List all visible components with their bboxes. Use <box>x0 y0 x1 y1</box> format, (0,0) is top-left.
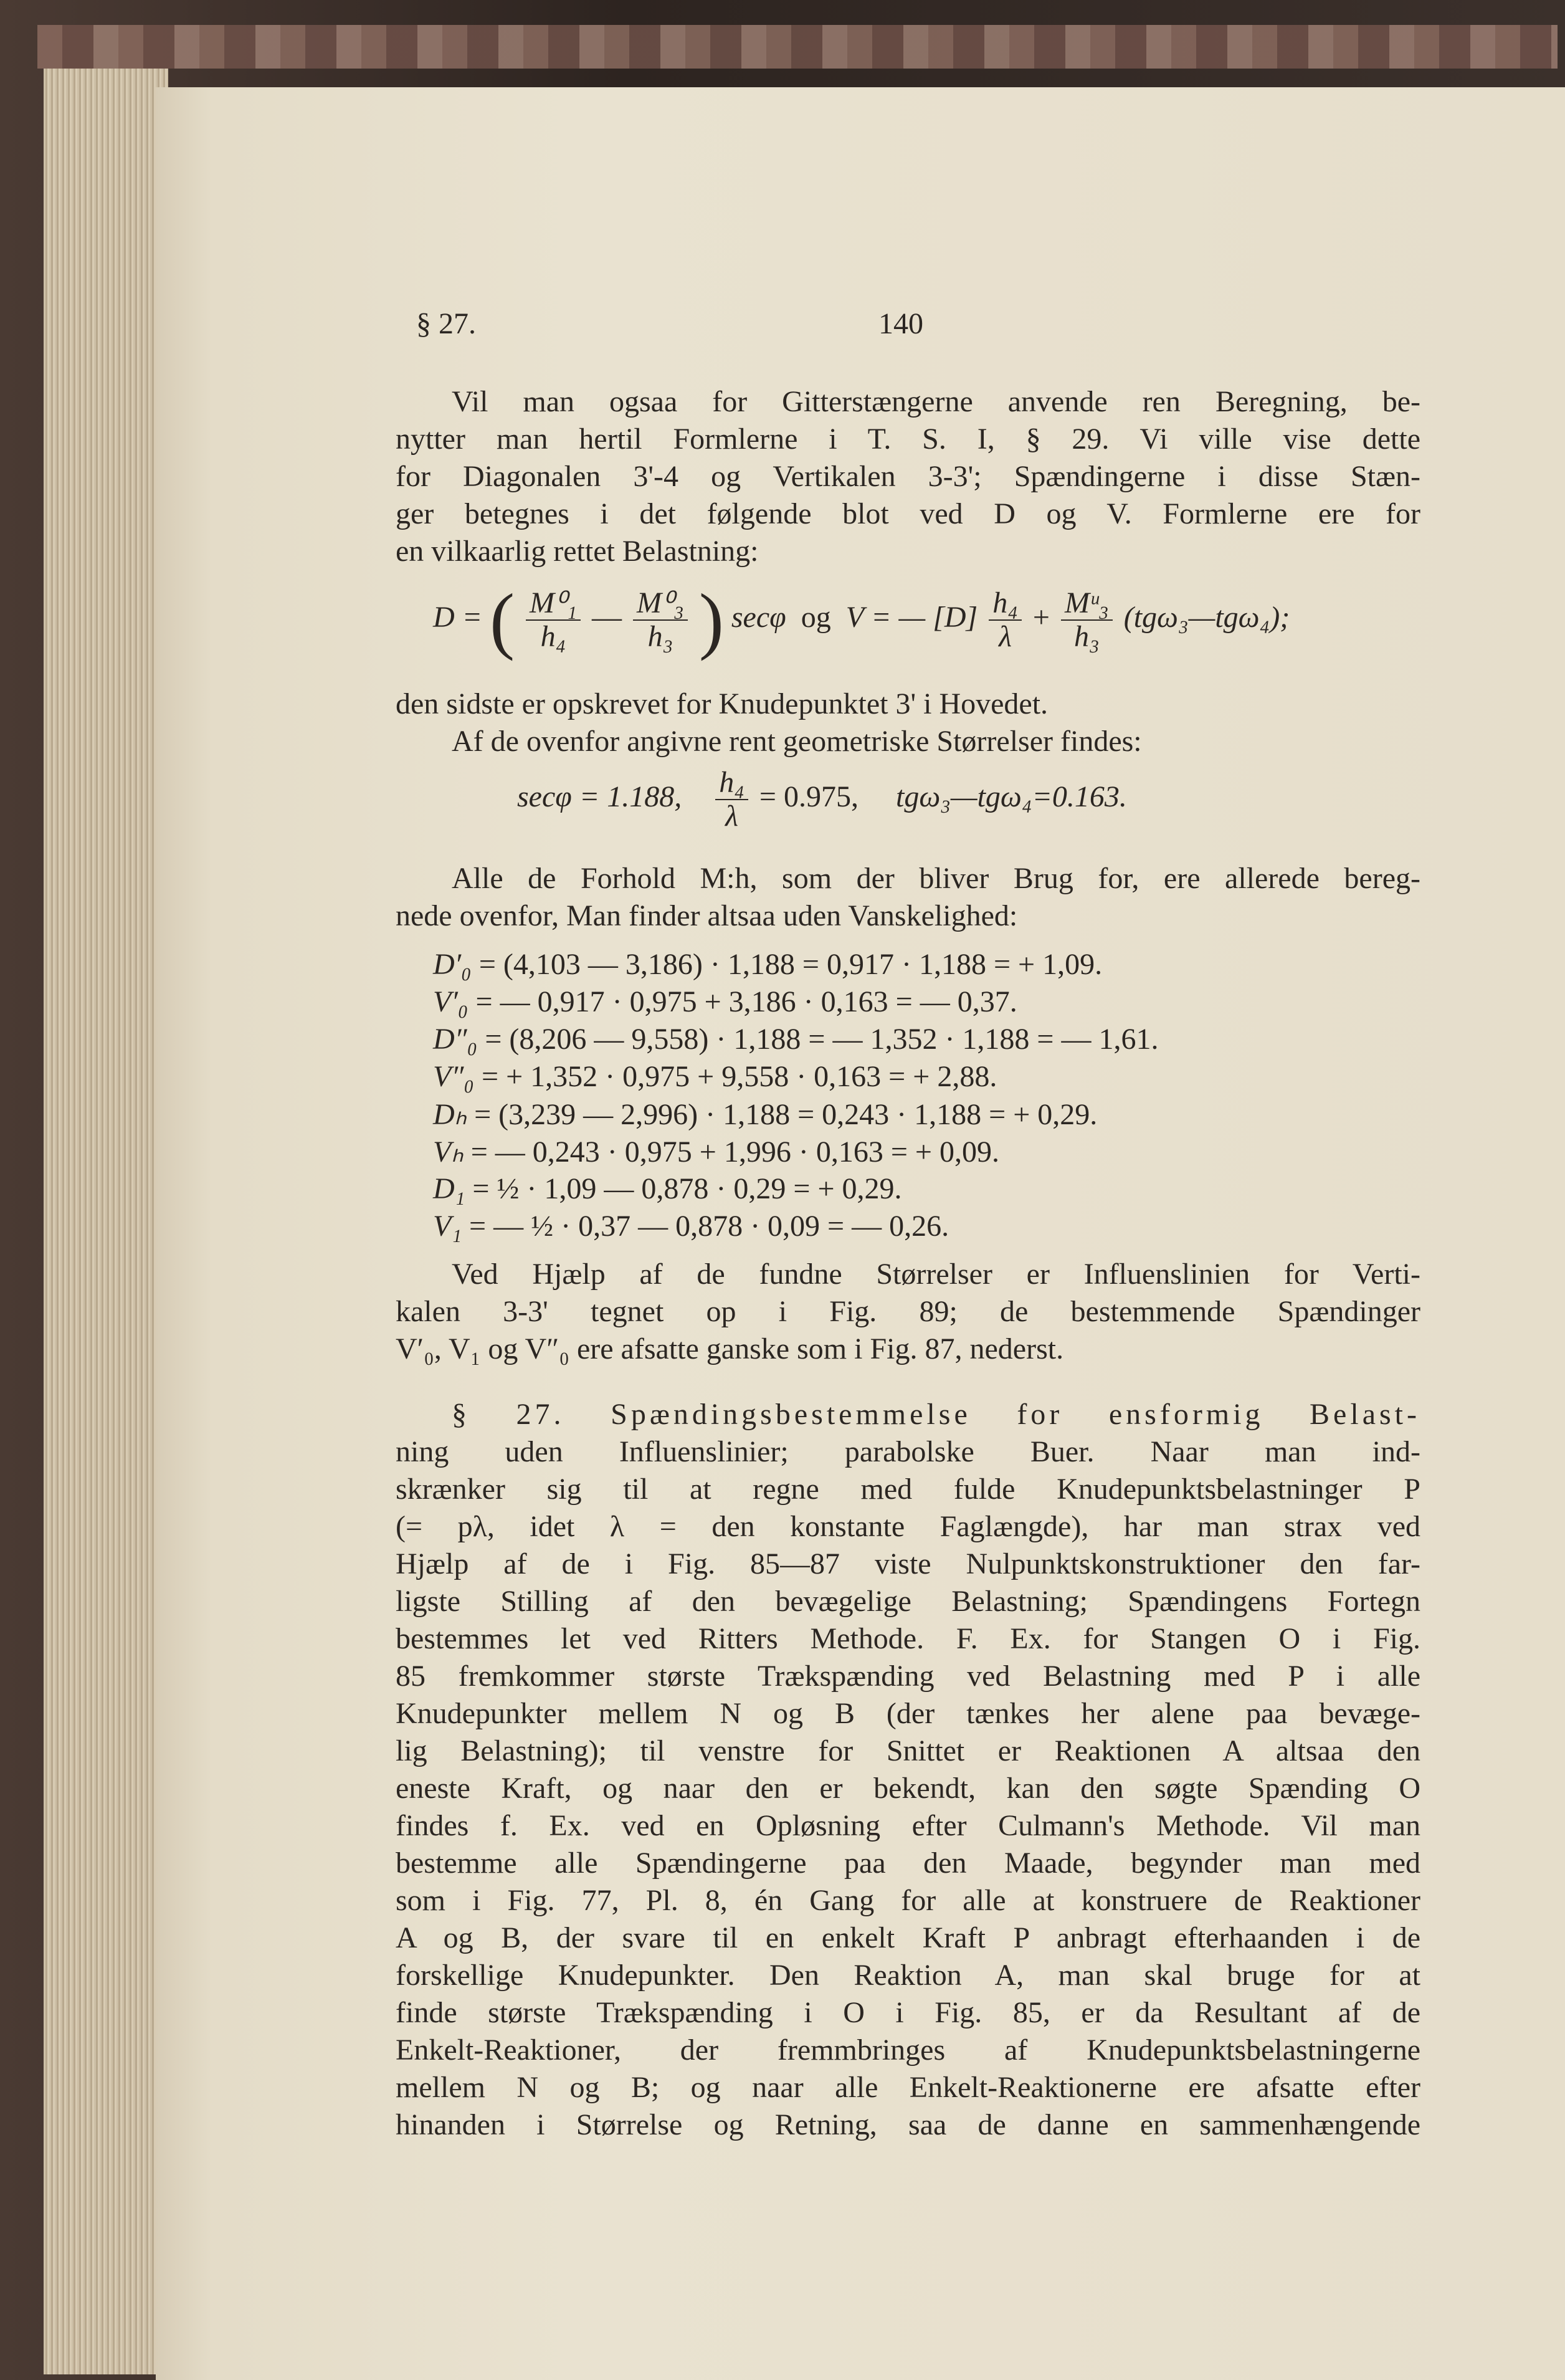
text-line: nytter man hertil Formlerne i T. S. I, § 29. Vi ville vise dette <box>396 423 1420 456</box>
paren-close: ) <box>698 578 724 661</box>
text-line: kalen 3-3' tegnet op i Fig. 89; de bestemmende Spændinger <box>396 1295 1420 1328</box>
paren-open: ( <box>490 578 515 661</box>
computation-row: Dₕ = (3,239 — 2,996) · 1,188 = 0,243 · 1,188 = + 0,29. <box>433 1098 1098 1131</box>
text-line: bestemmes let ved Ritters Methode. F. Ex. for Stangen O i Fig. <box>396 1622 1420 1655</box>
fraction-h4-lambda: $\frac{\text{h₄}}{\lambda}$ <box>989 587 1022 653</box>
text-line: bestemme alle Spændingerne paa den Maade, begynder man med <box>396 1847 1420 1880</box>
text-line: 85 fremkommer største Trækspænding ved Belastning med P i alle <box>396 1660 1420 1693</box>
computation-row: V₁ = — ½ · 0,37 — 0,878 · 0,09 = — 0,26. <box>433 1210 949 1243</box>
text-line: som i Fig. 77, Pl. 8, én Gang for alle at konstruere de Reaktioner <box>396 1884 1420 1917</box>
text-line: Ved Hjælp af de fundne Størrelser er Influenslinien for Verti- <box>452 1258 1420 1291</box>
text-line: ning uden Influenslinier; parabolske Buer. Naar man ind- <box>396 1435 1420 1468</box>
book-spine-top <box>37 25 1558 69</box>
text-line: Af de ovenfor angivne rent geometriske Størrelser findes: <box>452 725 1142 758</box>
computation-row: D′₀ = (4,103 — 3,186) · 1,188 = 0,917 · 1,188 = + 1,09. <box>433 948 1103 981</box>
text-line: den sidste er opskrevet for Knudepunktet 3' i Hovedet. <box>396 687 1049 720</box>
formula-d-lhs: D = <box>433 601 483 634</box>
text-line: for Diagonalen 3'-4 og Vertikalen 3-3'; Spændingerne i disse Stæn- <box>396 460 1420 493</box>
text-line: ligste Stilling af den bevægelige Belastning; Spændingens Fortegn <box>396 1585 1420 1618</box>
computation-row: D₁ = ½ · 1,09 — 0,878 · 0,29 = + 0,29. <box>433 1172 902 1205</box>
fraction-mu3-h3: $\frac{\text{Mᵘ₃}}{\text{h₃}}$ <box>1061 587 1113 653</box>
text-line: hinanden i Størrelse og Retning, saa de danne en sammenhængende <box>396 2108 1420 2141</box>
text-line: V′₀, V₁ og V″₀ ere afsatte ganske som i Fig. 87, nederst. <box>396 1332 1064 1365</box>
text-line: lig Belastning); til venstre for Snittet er Reaktionen A altsaa den <box>396 1734 1420 1767</box>
text-line: skrænker sig til at regne med fulde Knudepunktsbelastninger P <box>396 1473 1420 1506</box>
fraction-m1-h4: $\frac{\text{M⁰₁}}{\text{h₄}}$ <box>526 587 581 653</box>
text-line: ger betegnes i det følgende blot ved D og V. Formlerne ere for <box>396 497 1420 530</box>
computation-row: V′₀ = — 0,917 · 0,975 + 3,186 · 0,163 = — 0,37. <box>433 985 1017 1018</box>
text-line: Enkelt-Reaktioner, der fremmbringes af Knudepunktsbelastningerne <box>396 2034 1420 2067</box>
fraction-m3-h3: $\frac{\text{M⁰₃}}{\text{h₃}}$ <box>633 587 688 653</box>
text-line: mellem N og B; og naar alle Enkelt-Reaktionerne ere afsatte efter <box>396 2071 1420 2104</box>
text-line: forskellige Knudepunkter. Den Reaktion A, man skal bruge for at <box>396 1959 1420 1992</box>
formula-values: secφ = 1.188, $\frac{\text{h₄}}{\lambda}$ = 0.975, tgω₃—tgω₄=0.163. <box>517 766 1127 833</box>
computation-row: D″₀ = (8,206 — 9,558) · 1,188 = — 1,352 · 1,188 = — 1,61. <box>433 1023 1159 1056</box>
computation-row: Vₕ = — 0,243 · 0,975 + 1,996 · 0,163 = + 0,09. <box>433 1135 999 1168</box>
text-line: Alle de Forhold M:h, som der bliver Brug for, ere allerede bereg- <box>452 862 1420 895</box>
text-line: nede ovenfor, Man finder altsaa uden Vanskelighed: <box>396 899 1018 932</box>
text-line: findes f. Ex. ved en Opløsning efter Culmann's Methode. Vil man <box>396 1809 1420 1842</box>
text-line: en vilkaarlig rettet Belastning: <box>396 535 759 568</box>
text-line: A og B, der svare til en enkelt Kraft P anbragt efterhaanden i de <box>396 1921 1420 1954</box>
page-edges <box>44 69 168 2374</box>
text-line: finde største Trækspænding i O i Fig. 85, er da Resultant af de <box>396 1996 1420 2029</box>
section-header: § 27. <box>416 307 476 340</box>
text-line: Hjælp af de i Fig. 85—87 viste Nulpunktskonstruktioner den far- <box>396 1547 1420 1580</box>
page-number: 140 <box>878 307 923 340</box>
text-line: Knudepunkter mellem N og B (der tænkes her alene paa bevæge- <box>396 1697 1420 1730</box>
text-line: (= pλ, idet λ = den konstante Faglængde), har man strax ved <box>396 1510 1420 1543</box>
text-line: eneste Kraft, og naar den er bekendt, kan den søgte Spænding O <box>396 1772 1420 1805</box>
section-heading-line: § 27. Spændingsbestemmelse for ensformig Belast- <box>452 1398 1420 1431</box>
formula-d-v: D = ( $\frac{\text{M⁰₁}}{\text{h₄}}$ — $\frac{\text{M⁰₃}}{\text{h₃}}$ ) secφ og V = — [D] $\frac{\text{h₄}}{\lambda}$ + $\frac{\text{Mᵘ₃}}{\text{h₃}}$ (tgω₃—tgω₄); <box>433 578 1290 661</box>
fraction-h4-lambda-2: $\frac{\text{h₄}}{\lambda}$ <box>715 767 748 833</box>
text-line: Vil man ogsaa for Gitterstængerne anvende ren Beregning, be- <box>452 385 1420 418</box>
computation-row: V″₀ = + 1,352 · 0,975 + 9,558 · 0,163 = + 2,88. <box>433 1060 997 1093</box>
